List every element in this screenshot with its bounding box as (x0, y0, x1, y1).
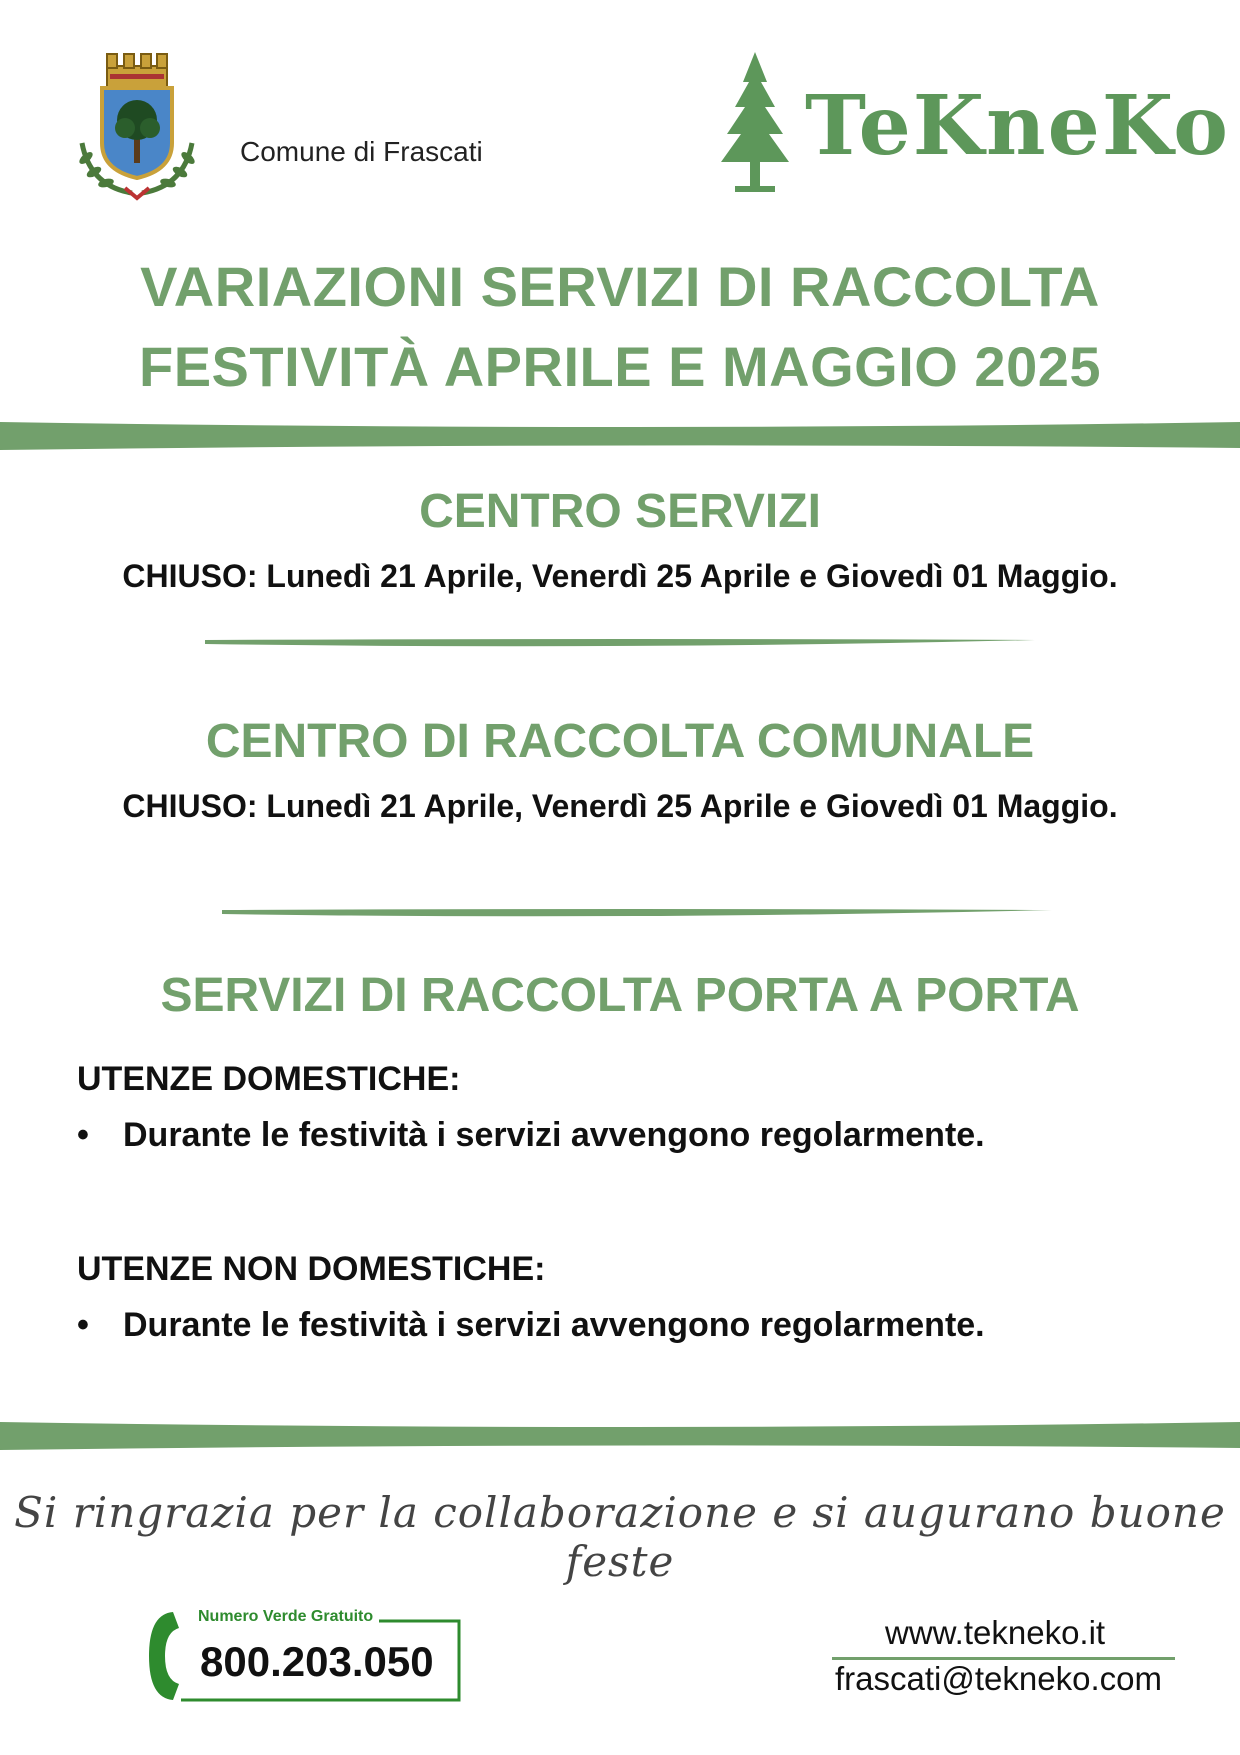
page-title-line-1: VARIAZIONI SERVIZI DI RACCOLTA (140, 255, 1100, 318)
utenze-domestiche-label: UTENZE DOMESTICHE: (77, 1060, 461, 1098)
section-heading-porta-a-porta: SERVIZI DI RACCOLTA PORTA A PORTA (160, 969, 1080, 1022)
email-link[interactable]: frascati@tekneko.com (835, 1660, 1162, 1697)
phone-number[interactable]: 800.203.050 (200, 1638, 434, 1685)
website-link[interactable]: www.tekneko.it (885, 1614, 1106, 1651)
frascati-crest-logo (70, 48, 205, 203)
page-title-line-2: FESTIVITÀ APRILE E MAGGIO 2025 (139, 335, 1101, 398)
municipality-name: Comune di Frascati (240, 136, 483, 167)
utenze-non-domestiche-label: UTENZE NON DOMESTICHE: (77, 1250, 546, 1288)
centro-raccolta-closed-notice: CHIUSO: Lunedì 21 Aprile, Venerdì 25 Aprile e Giovedì 01 Maggio. (122, 788, 1118, 824)
utenze-domestiche-text: Durante le festività i servizi avvengono regolarmente. (123, 1116, 985, 1154)
section-divider (222, 906, 1052, 920)
bottom-divider-band (0, 1420, 1240, 1452)
top-divider-band (0, 420, 1240, 452)
section-divider (205, 636, 1035, 650)
list-item (77, 1116, 985, 1155)
bullet-icon: • (77, 1306, 89, 1344)
toll-free-label: Numero Verde Gratuito (192, 1608, 379, 1626)
tree-icon (715, 52, 795, 197)
list-item (77, 1306, 985, 1345)
utenze-non-domestiche-text: Durante le festività i servizi avvengono regolarmente. (123, 1306, 985, 1344)
centro-servizi-closed-notice: CHIUSO: Lunedì 21 Aprile, Venerdì 25 Aprile e Giovedì 01 Maggio. (122, 558, 1118, 594)
closing-message: Si ringrazia per la collaborazione e si augurano buone feste (14, 1488, 1226, 1586)
bullet-icon: • (77, 1116, 89, 1154)
section-heading-centro-servizi: CENTRO SERVIZI (419, 485, 821, 538)
brand-logo: TeKneKo (805, 78, 1231, 174)
phone-icon (143, 1608, 183, 1704)
section-heading-centro-raccolta: CENTRO DI RACCOLTA COMUNALE (205, 715, 1035, 768)
